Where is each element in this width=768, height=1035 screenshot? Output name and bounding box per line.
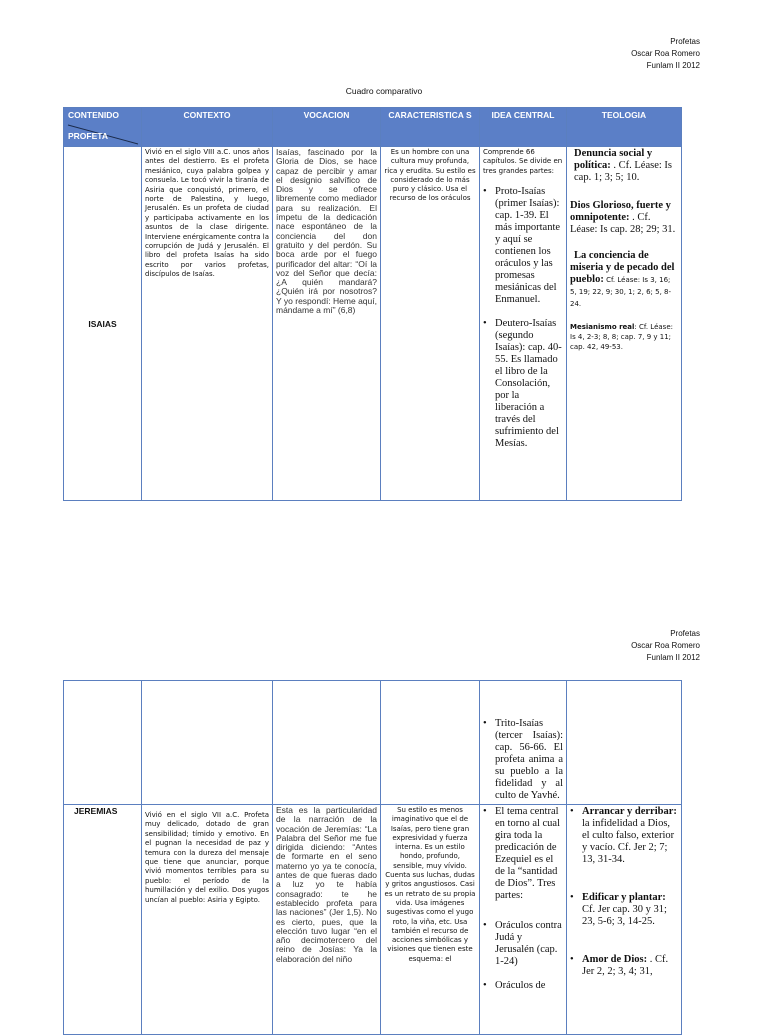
header-contexto: CONTEXTO bbox=[142, 108, 273, 147]
idea-bullet-proto: • Proto-Isaías (primer Isaías): cap. 1-39. El más importante y aquí se contienen los oráculos y las promesas mesiánicas del Enmanuel. bbox=[483, 185, 561, 305]
idea-bullet-tema: • El tema central en torno al cual gira toda la predicación de Ezequiel es el de la “santidad de Dios”. Tres partes: bbox=[483, 806, 561, 901]
idea-bullet-trito: • Trito-Isaías (tercer Isaías): cap. 56-66. El profeta anima a su pueblo a la fidelidad y al culto de Yavhé. bbox=[483, 718, 563, 801]
table-header-row bbox=[64, 108, 682, 147]
theo-item-mesianismo: Mesianismo real: Cf. Léase: Is 4, 2-3; 8, 8; cap. 7, 9 y 11; cap. 42, 49-53. bbox=[570, 323, 673, 351]
header-course-2: Funlam II 2012 bbox=[646, 653, 700, 662]
prophet-name-isaias: ISAIAS bbox=[64, 147, 142, 501]
header-contenido-profeta bbox=[64, 108, 142, 147]
header-subject: Profetas bbox=[670, 37, 700, 46]
teologia-isaias bbox=[567, 147, 682, 501]
characteristics-isaias: Es un hombre con una cultura muy profunda, rica y erudita. Su estilo es considerado de lo más puro y clásico. Usa el recurso de los oráculos bbox=[381, 147, 480, 501]
header-profeta: PROFETA bbox=[68, 131, 108, 141]
idea-bullet-oraculos-juda: • Oráculos contra Judá y Jerusalén (cap. 1-24) bbox=[483, 920, 562, 967]
vocation-isaias: Isaías, fascinado por la Gloria de Dios, se hace capaz de percibir y amar el designio salvífico de Dios y se ofrece libremente como mediador para su realización. El ímpetu de la dedicación nace espontáneo de la conciencia del don gratuito y del perdón. Su boca arde por el fuego purificador del altar: “Oí la voz del Señor que decía: ¿A quién mandará? ¿Quién irá por nosotros? Y yo respondí: Heme aquí, mándame a mí” (6,8) bbox=[273, 147, 381, 501]
header-author: Oscar Roa Romero bbox=[631, 49, 700, 58]
page-header bbox=[631, 36, 700, 72]
document-title: Cuadro comparativo bbox=[345, 86, 423, 96]
vocation-jeremias: Esta es la particularidad de la narración de la vocación de Jeremías: “La Palabra del Señor me fue dirigida diciendo: “Antes de formarte en el seno materno yo ya te conocía, antes de que fueras dado a luz yo te había consagrado: te he establecido profeta para las naciones” (Jer 1,5). No es cierto, pues, que la elección tuvo lugar “en el año decimotercero del reino de Josías: Ya la elaboración del niño bbox=[273, 805, 381, 1035]
idea-central-jeremias bbox=[480, 805, 567, 1035]
theo-item-amor: • Amor de Dios: . Cf. Jer 2, 2; 3, 4; 31, bbox=[570, 954, 669, 977]
header-caracteristicas: CARACTERISTICA S bbox=[381, 108, 480, 147]
comparison-table-isaias bbox=[63, 107, 682, 501]
context-isaias: Vivió en el siglo VIII a.C. unos años antes del destierro. Es el profeta mesiánico, cuya palabra golpea y consuela. Le tocó vivir la tiranía de Asiria que conquistó, primero, el norte de Palestina, y luego, Jerusalén. Es un profeta de ciudad y participaba activamente en los asuntos de la clase dirigente. Interviene enérgicamente contra la corrupción de Judá y Jerusalén. El libro del profeta Isaías ha sido escrito por varios profetas, discípulos de Isaías. bbox=[142, 147, 273, 501]
header-subject-2: Profetas bbox=[670, 629, 700, 638]
header-vocacion: VOCACION bbox=[273, 108, 381, 147]
table-row-isaias bbox=[64, 147, 682, 501]
characteristics-jeremias: Su estilo es menos imaginativo que el de Isaías, pero tiene gran expresividad y fuerza interna. Es un estilo hondo, profundo, sensible, muy vívido. Cuenta sus luchas, dudas y gritos angustiosos. Casi es un retrato de su propia vida. Usa imágenes sugestivas como el yugo roto, la viña, etc. Usa también el recurso de acciones simbólicas y visiones que tienen este esquema: el bbox=[381, 805, 480, 1035]
theo-item-denuncia: Denuncia social y política: . Cf. Léase: Is cap. 1; 3; 5; 10. bbox=[574, 148, 672, 183]
theo-item-edificar: • Edificar y plantar: Cf. Jer cap. 30 y 31; 23, 5-6; 3, 14-25. bbox=[570, 892, 667, 927]
idea-bullet-deutero: • Deutero-Isaías (segundo Isaías): cap. 40-55. Es llamado el libro de la Consolación, por la liberación a través del sufrimiento del Mesías. bbox=[483, 317, 562, 449]
idea-intro: Comprende 66 capítulos. Se divide en tres grandes partes: bbox=[483, 148, 563, 175]
header-contenido: CONTENIDO bbox=[68, 110, 119, 120]
context-jeremias: Vivió en el siglo VII a.C. Profeta muy delicado, dotado de gran sensibilidad; tímido y emotivo. En el pugnan la necesidad de paz y temura con la dureza del mensaje que tiene que anunciar, porque vivió momentos terribles para su pueblo: el período de la humillación y del exilio. Dos yugos uncían al pueblo: Asiria y Egipto. bbox=[142, 805, 273, 1035]
theo-item-conciencia: La conciencia de miseria y de pecado del pueblo: Cf. Léase: Is 3, 16; 5, 19; 22, 9; 30, 1; 2, 6; 5, 8-24. bbox=[570, 250, 675, 308]
idea-bullet-oraculos: • Oráculos de bbox=[483, 980, 546, 991]
theo-item-dios-glorioso: Dios Glorioso, fuerte y omnipotente: . Cf. Léase: Is cap. 28; 29; 31. bbox=[570, 200, 676, 235]
header-teologia: TEOLOGIA bbox=[567, 108, 682, 147]
table-row-jeremias bbox=[64, 805, 682, 1035]
header-author-2: Oscar Roa Romero bbox=[631, 641, 700, 650]
page-header-2 bbox=[631, 628, 700, 664]
header-idea-central: IDEA CENTRAL bbox=[480, 108, 567, 147]
idea-central-isaias bbox=[480, 147, 567, 501]
comparison-table-jeremias bbox=[63, 680, 682, 1035]
header-course: Funlam II 2012 bbox=[646, 61, 700, 70]
teologia-jeremias bbox=[567, 805, 682, 1035]
theo-item-arrancar: • Arrancar y derribar: la infidelidad a Dios, el culto falso, exterior y vacío. Cf. Jer 2; 7; 13, 31-34. bbox=[570, 806, 677, 865]
prophet-name-jeremias: JEREMIAS bbox=[64, 805, 142, 1035]
idea-continuation bbox=[480, 681, 567, 805]
table-row-continuation bbox=[64, 681, 682, 805]
